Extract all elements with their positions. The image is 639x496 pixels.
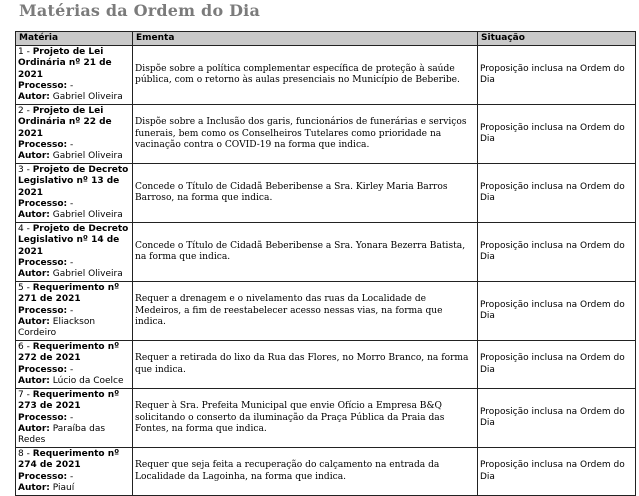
autor-value: Paraíba das Redes (18, 423, 106, 445)
materia-title[interactable]: Requerimento nº 272 de 2021 (18, 342, 120, 364)
processo-label: Processo: (18, 305, 68, 316)
autor-value: Gabriel Oliveira (49, 92, 123, 103)
situacao-cell: Proposição inclusa na Ordem do Dia (478, 223, 636, 282)
ementa-cell: Requer à Sra. Prefeita Municipal que envie Ofício a Empresa B&Q solicitando o conserto da iluminação da Praça Pública da Praia das Fontes, na forma que indica. (133, 389, 478, 448)
processo-value: - (67, 364, 74, 375)
materia-cell (16, 448, 133, 496)
materia-number: 4 - (18, 224, 33, 235)
ementa-cell: Requer a retirada do lixo da Rua das Flores, no Morro Branco, na forma que indica. (133, 341, 478, 389)
autor-value: Piauí (49, 482, 75, 493)
materia-title[interactable]: Requerimento nº 273 de 2021 (18, 390, 120, 412)
autor-label: Autor: (18, 375, 50, 386)
situacao-cell: Proposição inclusa na Ordem do Dia (478, 105, 636, 164)
processo-label: Processo: (18, 80, 68, 91)
ementa-cell: Concede o Título de Cidadã Beberibense a Sra. Yonara Bezerra Batista, na forma que indica. (133, 223, 478, 282)
autor-value: Eliackson Cordeiro (18, 316, 96, 339)
ementa-cell: Dispõe sobre a Inclusão dos garis, funcionários de funerárias e serviços funerais, bem como os Conselheiros Tutelares como prioridade na vacinação contra o COVID-19 na forma que indica. (133, 105, 478, 164)
situacao-cell: Proposição inclusa na Ordem do Dia (478, 282, 636, 341)
materia-title[interactable]: Projeto de Decreto Legislativo nº 13 de 2021 (18, 165, 129, 198)
table-row (16, 223, 636, 282)
table-row (16, 282, 636, 341)
materia-cell (16, 164, 133, 223)
materia-number: 5 - (18, 283, 33, 294)
materia-cell (16, 223, 133, 282)
situacao-cell: Proposição inclusa na Ordem do Dia (478, 164, 636, 223)
processo-value: - (67, 139, 74, 150)
page-title: Matérias da Ordem do Dia (19, 1, 261, 20)
processo-label: Processo: (18, 139, 68, 150)
autor-value: Gabriel Oliveira (49, 151, 123, 162)
autor-label: Autor: (18, 210, 50, 221)
table-row (16, 164, 636, 223)
situacao-cell: Proposição inclusa na Ordem do Dia (478, 341, 636, 389)
ementa-cell: Requer que seja feita a recuperação do calçamento na entrada da Localidade da Lagoinha, na forma que indica. (133, 448, 478, 496)
materia-title[interactable]: Projeto de Lei Ordinária nº 22 de 2021 (18, 106, 112, 139)
table-row (16, 341, 636, 389)
autor-label: Autor: (18, 482, 50, 493)
autor-label: Autor: (18, 151, 50, 162)
autor-value: Gabriel Oliveira (49, 210, 123, 221)
autor-label: Autor: (18, 92, 50, 103)
processo-label: Processo: (18, 198, 68, 209)
materia-number: 2 - (18, 106, 33, 117)
processo-label: Processo: (18, 257, 68, 268)
processo-label: Processo: (18, 364, 68, 375)
processo-value: - (67, 412, 74, 423)
materia-cell (16, 46, 133, 105)
materias-table (15, 31, 636, 496)
materia-cell (16, 282, 133, 341)
header-materia: Matéria (16, 32, 133, 46)
materia-number: 8 - (18, 449, 33, 460)
header-ementa: Ementa (133, 32, 478, 46)
processo-label: Processo: (18, 412, 68, 423)
autor-value: Gabriel Oliveira (49, 269, 123, 280)
ementa-cell: Dispõe sobre a política complementar específica de proteção à saúde pública, com o retorno às aulas presenciais no Município de Beberibe. (133, 46, 478, 105)
materia-number: 7 - (18, 390, 33, 401)
table-row (16, 105, 636, 164)
autor-value: Lúcio da Coelce (49, 375, 124, 386)
materia-cell (16, 105, 133, 164)
materia-title[interactable]: Projeto de Lei Ordinária nº 21 de 2021 (18, 47, 112, 80)
processo-value: - (67, 80, 74, 91)
processo-value: - (67, 198, 74, 209)
materia-number: 3 - (18, 165, 33, 176)
table-row (16, 448, 636, 496)
autor-label: Autor: (18, 269, 50, 280)
table-row (16, 46, 636, 105)
header-situacao: Situação (478, 32, 636, 46)
situacao-cell: Proposição inclusa na Ordem do Dia (478, 46, 636, 105)
ementa-cell: Requer a drenagem e o nivelamento das ruas da Localidade de Medeiros, a fim de reestabelecer acesso nessas vias, na forma que indica. (133, 282, 478, 341)
ementa-cell: Concede o Título de Cidadã Beberibense a Sra. Kirley Maria Barros Barroso, na forma que indica. (133, 164, 478, 223)
processo-value: - (67, 471, 74, 482)
materia-title[interactable]: Projeto de Decreto Legislativo nº 14 de 2021 (18, 224, 129, 257)
table-row (16, 389, 636, 448)
materia-cell (16, 389, 133, 448)
processo-value: - (67, 257, 74, 268)
materia-cell (16, 341, 133, 389)
autor-label: Autor: (18, 423, 50, 434)
processo-value: - (67, 305, 74, 316)
processo-label: Processo: (18, 471, 68, 482)
situacao-cell: Proposição inclusa na Ordem do Dia (478, 448, 636, 496)
table-header-row (16, 32, 636, 46)
materia-number: 1 - (18, 47, 33, 58)
materia-number: 6 - (18, 342, 33, 353)
materia-title[interactable]: Requerimento nº 271 de 2021 (18, 283, 120, 305)
materia-title[interactable]: Requerimento nº 274 de 2021 (18, 449, 120, 471)
autor-label: Autor: (18, 316, 50, 327)
situacao-cell: Proposição inclusa na Ordem do Dia (478, 389, 636, 448)
